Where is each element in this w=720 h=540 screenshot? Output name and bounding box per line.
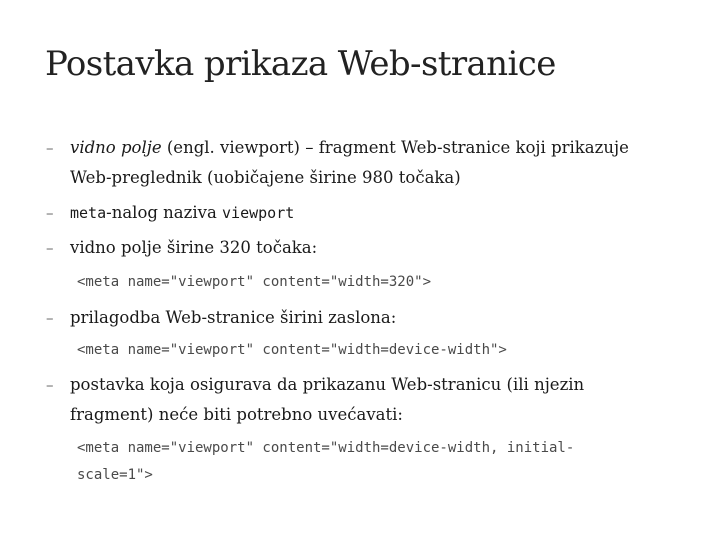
bullet-text: fragment) neće biti potrebno uvećavati: bbox=[70, 405, 403, 424]
bullet-text: vidno polje širine 320 točaka: bbox=[70, 238, 318, 257]
bullet-dash: – bbox=[46, 139, 54, 157]
bullet-text: postavka koja osigurava da prikazanu Web-stranicu (ili njezin bbox=[70, 375, 585, 394]
bullet-viewport-definition-cont bbox=[70, 163, 461, 193]
bullet-text: Web-preglednik (uobičajene širine 980 točaka) bbox=[70, 168, 461, 187]
bullet-initial-scale-cont bbox=[70, 400, 403, 430]
bullet-meta-tag bbox=[46, 198, 295, 228]
code-example-initial-scale-cont: scale=1"> bbox=[77, 467, 153, 483]
code-example-device-width: <meta name="viewport" content="width=device-width"> bbox=[77, 342, 507, 358]
code-example-width-320: <meta name="viewport" content="width=320"> bbox=[77, 274, 432, 290]
bullet-text: (engl. viewport) – fragment Web-stranice koji prikazuje bbox=[161, 138, 629, 157]
bullet-dash: – bbox=[46, 376, 54, 394]
bullet-device-width bbox=[46, 303, 397, 333]
bullet-text: prilagodba Web-stranice širini zaslona: bbox=[70, 308, 397, 327]
code-meta: meta bbox=[70, 204, 107, 222]
bullet-viewport-definition bbox=[46, 133, 629, 163]
bullet-width-320 bbox=[46, 233, 318, 263]
bullet-dash: – bbox=[46, 239, 54, 257]
bullet-dash: – bbox=[46, 204, 54, 222]
term-viewport: vidno polje bbox=[70, 138, 162, 157]
bullet-text: -nalog naziva bbox=[106, 203, 223, 222]
slide-title: Postavka prikaza Web-stranice bbox=[45, 44, 556, 84]
code-viewport: viewport bbox=[222, 204, 295, 222]
bullet-initial-scale bbox=[46, 370, 585, 400]
code-example-initial-scale: <meta name="viewport" content="width=device-width, initial- bbox=[77, 440, 575, 456]
bullet-dash: – bbox=[46, 309, 54, 327]
